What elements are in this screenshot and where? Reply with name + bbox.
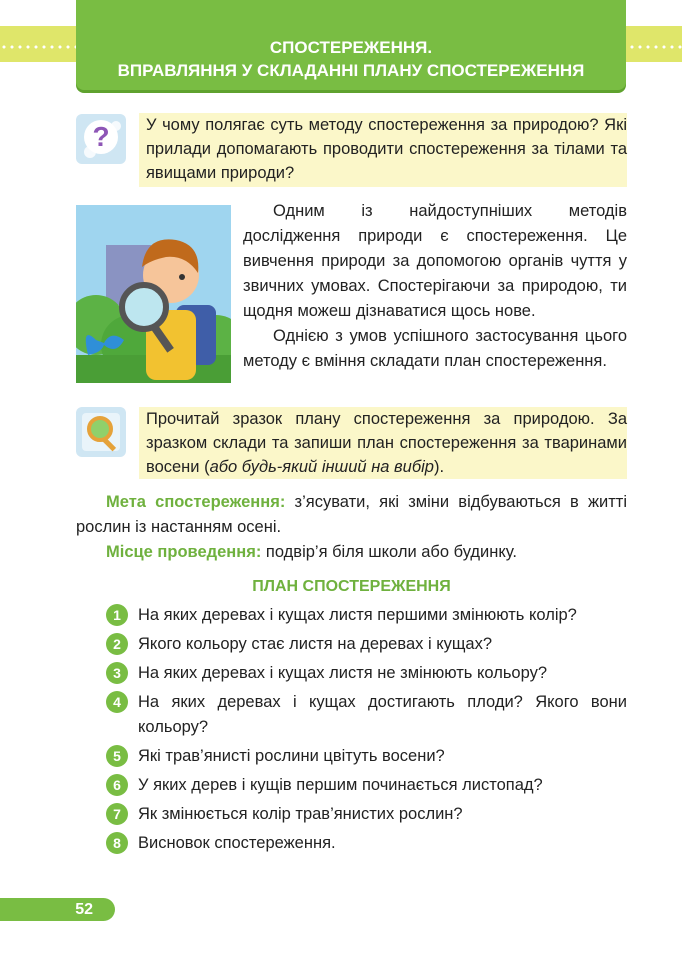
task-text-italic: або будь-який інший на вибір bbox=[209, 458, 434, 476]
list-item bbox=[106, 773, 627, 798]
task-text-main: Прочитай зразок плану спостереження за природою. За зразком склади та запиши план спостереження за тваринами восени ( bbox=[146, 410, 627, 476]
list-item-text: На яких деревах і кущах листя не змінюють кольору? bbox=[138, 664, 548, 682]
item-number-badge: 8 bbox=[106, 832, 128, 854]
header-band-left bbox=[0, 26, 80, 62]
goal-line bbox=[76, 490, 627, 540]
lesson-title-line2: ВПРАВЛЯННЯ У СКЛАДАННІ ПЛАНУ СПОСТЕРЕЖЕННЯ bbox=[117, 61, 585, 80]
intro-paragraph-1: Одним із найдоступніших методів дослідження природи є спостереження. Це вивчення природи за допомогою органів чуття у звичних умовах. Спостерігаючи за природою, ти щодня можеш дізнаватися щось нове. bbox=[243, 202, 627, 320]
plan-title: ПЛАН СПОСТЕРЕЖЕННЯ bbox=[252, 578, 451, 595]
dotted-line-right bbox=[628, 45, 682, 49]
item-number-badge: 2 bbox=[106, 633, 128, 655]
list-item-text: На яких деревах і кущах достигають плоди? Якого вони кольору? bbox=[138, 693, 627, 736]
list-item bbox=[106, 744, 627, 769]
task-text-end: ). bbox=[433, 458, 445, 476]
list-item-text: У яких дерев і кущів першим починається листопад? bbox=[138, 776, 543, 794]
question-box bbox=[139, 113, 627, 187]
page-number: 52 bbox=[0, 898, 115, 921]
question-text: У чому полягає суть методу спостереження за природою? Які прилади допомагають проводити спостереження за тілами та явищами природи? bbox=[146, 116, 627, 182]
lesson-title-line1: СПОСТЕРЕЖЕННЯ. bbox=[269, 38, 433, 57]
magnifier-icon bbox=[76, 407, 126, 457]
observation-details bbox=[76, 490, 627, 565]
intro-paragraph-2: Однією з умов успішного застосування цього методу є вміння складати план спостереження. bbox=[243, 327, 627, 370]
item-number-badge: 4 bbox=[106, 691, 128, 713]
list-item-text: Як змінюється колір трав’янистих рослин? bbox=[138, 805, 463, 823]
item-number-badge: 3 bbox=[106, 662, 128, 684]
place-line bbox=[76, 540, 627, 565]
header-band-right bbox=[620, 26, 682, 62]
list-item bbox=[106, 802, 627, 827]
goal-label: Мета спостереження: bbox=[106, 493, 286, 511]
task-text bbox=[146, 407, 627, 479]
task-box bbox=[139, 407, 627, 479]
list-item bbox=[106, 632, 627, 657]
item-number-badge: 6 bbox=[106, 774, 128, 796]
list-item-text: На яких деревах і кущах листя першими змінюють колір? bbox=[138, 606, 577, 624]
dotted-line-left bbox=[0, 45, 76, 49]
place-label: Місце проведення: bbox=[106, 543, 262, 561]
list-item-text: Які трав’янисті рослини цвітуть восени? bbox=[138, 747, 445, 765]
item-number-badge: 7 bbox=[106, 803, 128, 825]
list-item bbox=[106, 690, 627, 740]
item-number-badge: 1 bbox=[106, 604, 128, 626]
question-mark-icon: ? bbox=[76, 114, 126, 164]
list-item bbox=[106, 603, 627, 628]
goal-text: з’ясувати, які зміни відбуваються в житті рослин із настанням осені. bbox=[76, 493, 628, 536]
intro-text bbox=[243, 199, 627, 374]
plan-list bbox=[106, 603, 627, 860]
list-item bbox=[106, 661, 627, 686]
item-number-badge: 5 bbox=[106, 745, 128, 767]
list-item bbox=[106, 831, 627, 856]
list-item-text: Якого кольору стає листя на деревах і кущах? bbox=[138, 635, 493, 653]
list-item-text: Висновок спостереження. bbox=[138, 834, 336, 852]
boy-with-magnifier-illustration bbox=[76, 205, 231, 383]
lesson-title bbox=[76, 0, 626, 90]
place-text: подвір’я біля школи або будинку. bbox=[261, 543, 517, 561]
